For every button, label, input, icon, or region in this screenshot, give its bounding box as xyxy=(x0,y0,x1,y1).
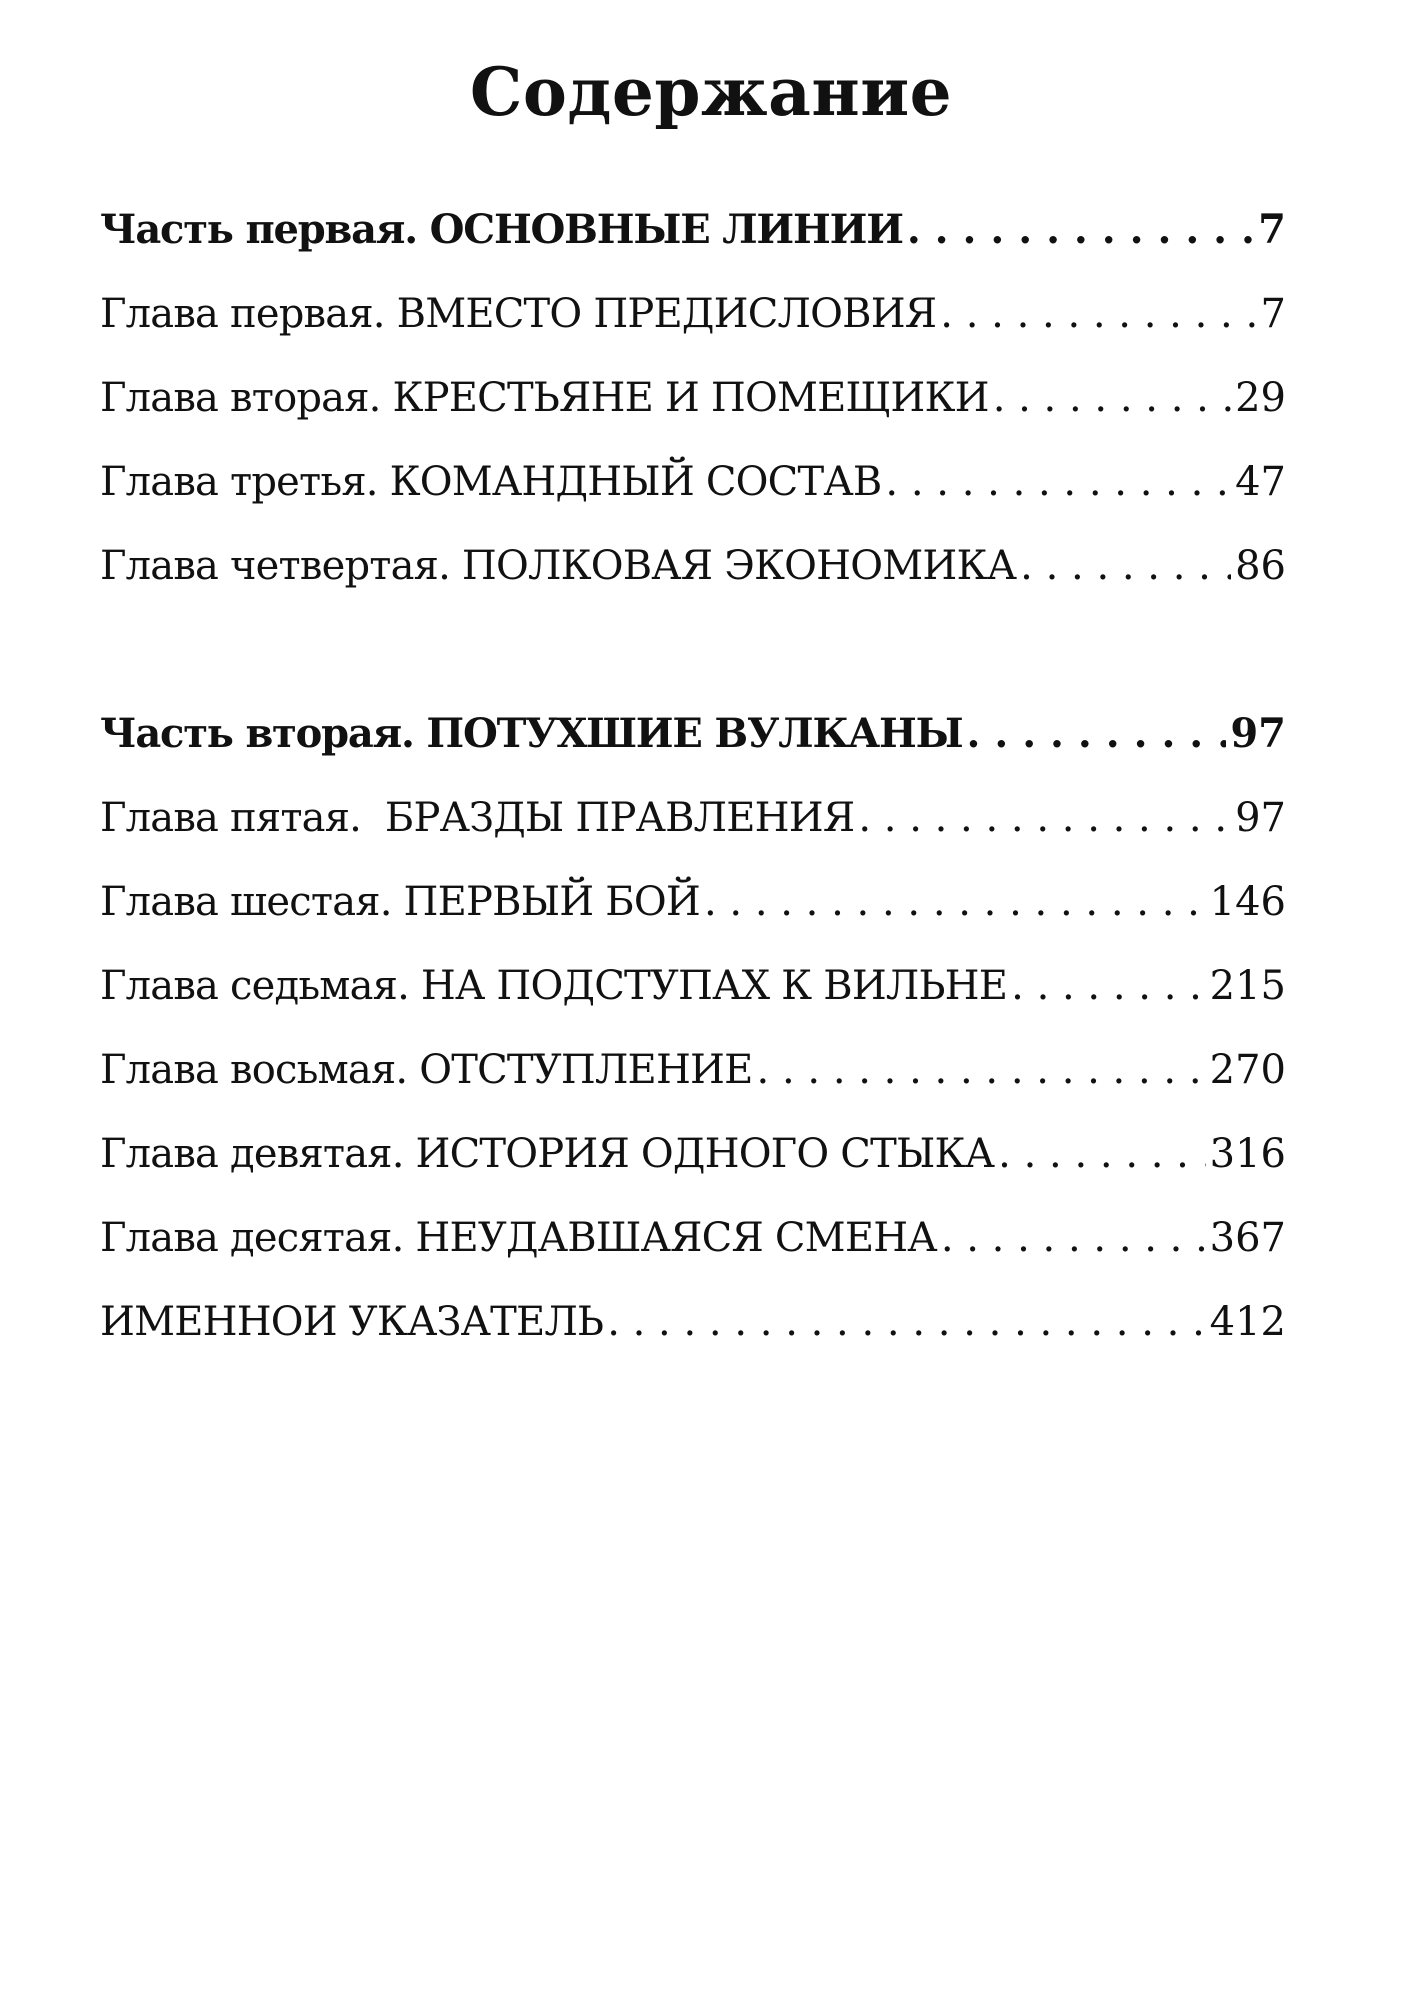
toc-page-number: 412 xyxy=(1209,1299,1286,1345)
toc-chapter-entry xyxy=(100,1028,1286,1112)
leader-dots xyxy=(993,356,1231,440)
toc-chapter-entry xyxy=(100,776,1286,860)
toc-entry-label: Глава седьмая. НА ПОДСТУПАХ К ВИЛЬНЕ xyxy=(100,963,1008,1009)
toc-page-number: 47 xyxy=(1235,459,1286,505)
toc-chapter-entry xyxy=(100,272,1286,356)
leader-dots xyxy=(907,188,1254,272)
toc-page-number: 29 xyxy=(1235,375,1286,421)
toc-entry-label: Глава третья. КОМАНДНЫЙ СОСТАВ xyxy=(100,459,882,505)
toc-entry-label: Глава шестая. ПЕРВЫЙ БОЙ xyxy=(100,879,700,925)
toc-page-number: 367 xyxy=(1209,1215,1286,1261)
leader-dots xyxy=(885,440,1231,524)
toc-chapter-entry xyxy=(100,1196,1286,1280)
leader-dots xyxy=(1011,944,1206,1028)
leader-dots xyxy=(858,776,1231,860)
leader-dots xyxy=(704,860,1206,944)
toc-chapter-entry xyxy=(100,356,1286,440)
toc-page-number: 316 xyxy=(1209,1131,1286,1177)
toc-entry-label: Глава десятая. НЕУДАВШАЯСЯ СМЕНА xyxy=(100,1215,937,1261)
toc-entry-label: Глава девятая. ИСТОРИЯ ОДНОГО СТЫКА xyxy=(100,1131,995,1177)
toc-entry-label: Часть вторая. ПОТУХШИЕ ВУЛКАНЫ xyxy=(100,710,963,757)
section-spacer xyxy=(100,608,1286,692)
toc-part-heading xyxy=(100,188,1286,272)
toc-page-number: 146 xyxy=(1209,879,1286,925)
toc-entry-label: Глава вторая. КРЕСТЬЯНЕ И ПОМЕЩИКИ xyxy=(100,375,989,421)
toc-chapter-entry xyxy=(100,944,1286,1028)
toc-entry-label: ИМЕННОИ УКАЗАТЕЛЬ xyxy=(100,1299,604,1345)
leader-dots xyxy=(757,1028,1206,1112)
leader-dots xyxy=(998,1112,1205,1196)
toc-entry-label: Часть первая. ОСНОВНЫЕ ЛИНИИ xyxy=(100,206,903,253)
toc-page-number: 97 xyxy=(1230,710,1286,757)
leader-dots xyxy=(966,692,1226,776)
toc-page-number: 86 xyxy=(1235,543,1286,589)
toc-chapter-entry xyxy=(100,440,1286,524)
toc-part-heading xyxy=(100,692,1286,776)
toc-entry-label: Глава пятая. БРАЗДЫ ПРАВЛЕНИЯ xyxy=(100,795,855,841)
leader-dots xyxy=(941,1196,1206,1280)
toc-page-number: 270 xyxy=(1209,1047,1286,1093)
toc-entry-label: Глава первая. ВМЕСТО ПРЕДИСЛОВИЯ xyxy=(100,291,937,337)
leader-dots xyxy=(940,272,1256,356)
toc-page-number: 7 xyxy=(1260,291,1286,337)
table-of-contents xyxy=(100,188,1286,1364)
toc-page-number: 97 xyxy=(1235,795,1286,841)
toc-entry-label: Глава восьмая. ОТСТУПЛЕНИЕ xyxy=(100,1047,753,1093)
toc-index-entry xyxy=(100,1280,1286,1364)
toc-entry-label: Глава четвертая. ПОЛКОВАЯ ЭКОНОМИКА xyxy=(100,543,1017,589)
leader-dots xyxy=(1020,524,1231,608)
leader-dots xyxy=(607,1280,1205,1364)
page-title: Содержание xyxy=(469,53,953,131)
toc-page-number: 215 xyxy=(1209,963,1286,1009)
toc-chapter-entry xyxy=(100,524,1286,608)
toc-chapter-entry xyxy=(100,1112,1286,1196)
toc-chapter-entry xyxy=(100,860,1286,944)
toc-page-number: 7 xyxy=(1258,206,1286,253)
